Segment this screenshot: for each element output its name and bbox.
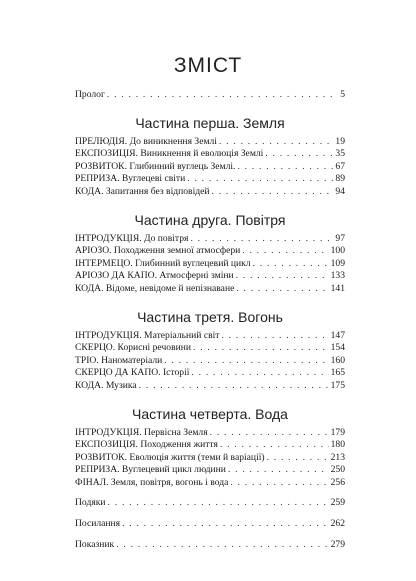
toc-entry-label: АРІОЗО ДА КАПО. Атмосферні зміни: [75, 270, 234, 282]
toc-entry-page: 147: [330, 329, 345, 341]
toc-entry-label: ПРЕЛЮДІЯ. До виникнення Землі: [75, 135, 217, 147]
toc-entry-label: Посилання: [75, 518, 121, 530]
leader-dots: [212, 186, 334, 199]
toc-entry[interactable]: [75, 258, 345, 271]
toc-entry-label: ЕКСПОЗИЦІЯ. Виникнення й еволюція Землі: [75, 148, 264, 160]
leader-dots: [236, 270, 329, 283]
toc-entry[interactable]: [75, 161, 345, 174]
toc-entry-page: 154: [330, 342, 345, 354]
leader-dots: [230, 477, 328, 490]
toc-entry-page: 175: [330, 379, 345, 391]
toc-entry[interactable]: [75, 233, 345, 246]
toc-entry-index[interactable]: [75, 539, 345, 552]
toc-entry-references[interactable]: [75, 518, 345, 531]
toc-entry[interactable]: [75, 380, 345, 393]
leader-dots: [236, 283, 328, 296]
part-title: Частина третя. Вогонь: [137, 308, 283, 325]
toc-entry[interactable]: [75, 186, 345, 199]
part-title: Частина перша. Земля: [135, 114, 285, 131]
toc-entry-label: ІНТЕРМЕЦО. Глибинний вуглецевий цикл: [75, 257, 251, 269]
toc-entry-label: РЕПРИЗА. Вуглецевий цикл людини: [75, 464, 226, 476]
leader-dots: [228, 464, 329, 477]
toc-entry[interactable]: [75, 355, 345, 368]
leader-dots: [190, 233, 333, 246]
toc-entry-label: ІНТРОДУКЦІЯ. До повітря: [75, 232, 189, 244]
toc-entry-page: 250: [330, 464, 345, 476]
toc-entry-prologue[interactable]: [75, 89, 345, 102]
toc-entry-page: 179: [330, 426, 345, 438]
toc-entry-page: 279: [330, 538, 345, 550]
toc-entry[interactable]: [75, 367, 345, 380]
toc-entry[interactable]: [75, 452, 345, 465]
page-title: ЗМІСТ: [173, 54, 243, 77]
toc-entry-page: 5: [340, 89, 345, 100]
toc-entry[interactable]: [75, 283, 345, 296]
table-of-contents: [75, 89, 345, 551]
toc-entry-page: 259: [330, 497, 345, 509]
leader-dots: [210, 427, 329, 440]
toc-entry-label: ФІНАЛ. Земля, повітря, вогонь і вода: [75, 476, 229, 488]
toc-entry-page: 262: [330, 518, 345, 530]
toc-entry[interactable]: [75, 342, 345, 355]
toc-entry-page: 180: [330, 439, 345, 451]
leader-dots: [219, 136, 333, 149]
toc-entry[interactable]: [75, 439, 345, 452]
leader-dots: [122, 518, 329, 531]
toc-entry[interactable]: [75, 136, 345, 149]
toc-entry[interactable]: [75, 464, 345, 477]
leader-dots: [193, 342, 329, 355]
leader-dots: [253, 258, 329, 271]
toc-entry-label: АРІОЗО. Походження земної атмосфери: [75, 245, 241, 257]
toc-entry-page: 160: [330, 354, 345, 366]
toc-entry[interactable]: [75, 148, 345, 161]
toc-entry-page: 141: [330, 282, 345, 294]
leader-dots: [265, 148, 333, 161]
toc-entry-page: 133: [330, 270, 345, 282]
toc-entry-page: 35: [335, 148, 345, 160]
toc-entry-label: КОДА. Відоме, невідоме й непізнаване: [75, 282, 235, 294]
part-title: Частина друга. Повітря: [134, 211, 286, 228]
toc-entry-label: Пролог: [75, 89, 105, 100]
toc-entry-label: ЕКСПОЗИЦІЯ. Походження життя: [75, 439, 218, 451]
toc-entry-page: 165: [330, 367, 345, 379]
toc-entry-label: Показник: [75, 538, 115, 550]
part-title: Частина четверта. Вода: [132, 405, 288, 422]
leader-dots: [220, 439, 329, 452]
toc-entry-label: КОДА. Запитання без відповідей: [75, 185, 210, 197]
toc-entry-page: 67: [335, 160, 345, 172]
leader-dots: [191, 367, 328, 380]
leader-dots: [116, 539, 328, 552]
toc-entry-label: РОЗВИТОК. Глибинний вуглець Землі.: [75, 160, 236, 172]
toc-entry[interactable]: [75, 477, 345, 490]
toc-entry[interactable]: [75, 245, 345, 258]
toc-entry-label: РЕПРИЗА. Вуглецеві світи: [75, 173, 186, 185]
toc-entry-page: 97: [335, 232, 345, 244]
toc-entry-page: 256: [330, 476, 345, 488]
leader-dots: [108, 497, 329, 510]
toc-entry-label: СКЕРЦО. Корисні речовини: [75, 342, 191, 354]
leader-dots: [242, 245, 328, 258]
toc-entry[interactable]: [75, 330, 345, 343]
toc-entry-label: ІНТРОДУКЦІЯ. Первісна Земля: [75, 426, 208, 438]
leader-dots: [107, 89, 338, 102]
leader-dots: [237, 161, 333, 174]
toc-entry[interactable]: [75, 270, 345, 283]
leader-dots: [187, 173, 333, 186]
toc-entry-label: КОДА. Музика: [75, 379, 137, 391]
toc-entry-page: 19: [335, 135, 345, 147]
toc-entry-page: 100: [330, 245, 345, 257]
toc-entry[interactable]: [75, 427, 345, 440]
toc-entry-page: 213: [330, 451, 345, 463]
toc-entry-page: 109: [330, 257, 345, 269]
toc-entry-page: 94: [335, 185, 345, 197]
toc-entry-label: СКЕРЦО ДА КАПО. Історії: [75, 367, 190, 379]
toc-entry-page: 89: [335, 173, 345, 185]
toc-entry-label: ТРІО. Наноматеріали: [75, 354, 163, 366]
toc-entry[interactable]: [75, 173, 345, 186]
leader-dots: [267, 452, 329, 465]
leader-dots: [221, 330, 328, 343]
toc-entry-label: ІНТРОДУКЦІЯ. Матеріальний світ: [75, 329, 220, 341]
leader-dots: [139, 380, 329, 393]
toc-entry-label: Подяки: [75, 497, 106, 509]
toc-entry-label: РОЗВИТОК. Еволюція життя (теми й варіації): [75, 451, 265, 463]
toc-entry-acknowledgements[interactable]: [75, 497, 345, 510]
leader-dots: [164, 355, 328, 368]
